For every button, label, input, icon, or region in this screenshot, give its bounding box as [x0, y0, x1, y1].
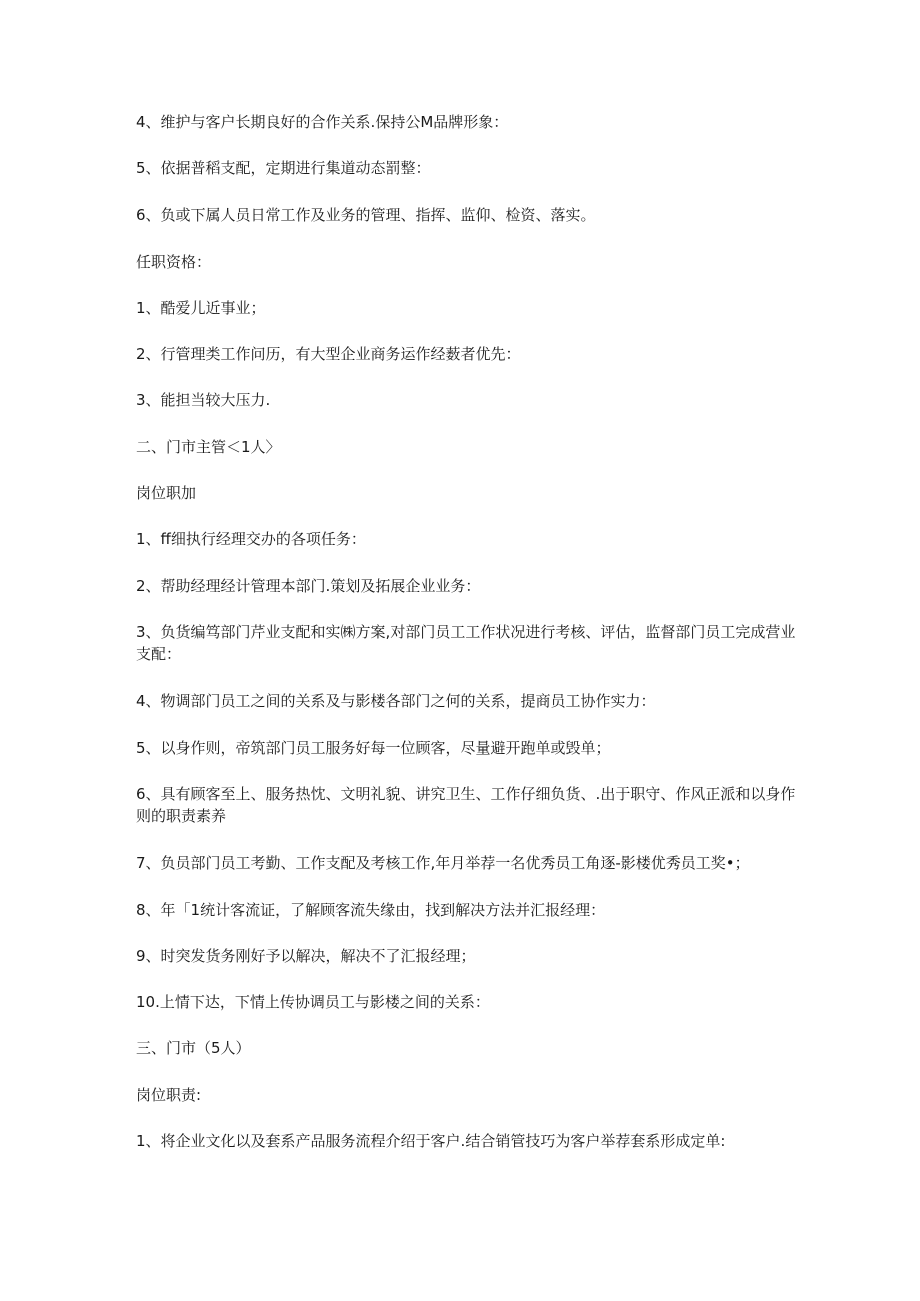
duty-item-6: 6、负或下属人员日常工作及业务的管理、指挥、监仰、检资、落实。: [136, 206, 596, 224]
supervisor-duty-10: 10.上情下达，下情上传协调员工与影楼之间的关系：: [136, 993, 490, 1011]
duty-item-5: 5、依据普稻支配，定期进行集道动态罰整：: [136, 159, 431, 177]
supervisor-duty-1: 1、ff细执行经理交办的各项任务：: [136, 530, 366, 548]
supervisor-duty-7: 7、负员部门员工考勤、工作支配及考核工作,年月举荐一名优秀员工角逐-影楼优秀员工奖•；: [136, 854, 750, 872]
supervisor-duty-9: 9、时突发货务刚好予以解决，解决不了汇报经理；: [136, 947, 476, 965]
qualification-item-1: 1、酷爱儿近事业；: [136, 299, 266, 317]
supervisor-duty-6: 6、具有顾客至上、服务热忱、文明礼貌、讲究卫生、工作仔细负货、.出于职守、作风正派和以身作则的职责素养: [136, 785, 796, 825]
supervisor-duty-5: 5、以身作则，帝筑部门员工服务好每一位顾客，尽量避开跑单或毁单；: [136, 739, 611, 757]
subheading-job-duties: 岗位职责:: [136, 1086, 202, 1104]
supervisor-duty-3: 3、负货编笃部门芹业支配和实㈱方案,对部门员工工作状况进行考核、评估，监督部门员工完成营业支配：: [136, 623, 796, 663]
section-heading-store-staff: 三、门市（5人）: [136, 1039, 251, 1057]
qualification-item-2: 2、行管理类工作问历，有大型企业商务运作经薮者优先：: [136, 345, 521, 363]
qualification-item-3: 3、能担当较大压力.: [136, 391, 271, 409]
duty-item-4: 4、维护与客户长期良好的合作关系.保持公M品牌形象：: [136, 113, 509, 131]
section-heading-qualifications: 任职资格：: [136, 253, 212, 271]
supervisor-duty-8: 8、年「1统计客流证，了解顾客流失缘由，找到解决方法并汇报经理：: [136, 901, 606, 919]
supervisor-duty-4: 4、物调部门员工之间的关系及与影楼各部门之何的关系，提商员工协作实力：: [136, 692, 656, 710]
subheading-duties: 岗位职加: [136, 484, 197, 502]
supervisor-duty-2: 2、帮助经理经计管理本部门.策划及拓展企业业务：: [136, 577, 481, 595]
section-heading-store-supervisor: 二、门市主管＜1人〉: [136, 438, 281, 456]
staff-duty-1: 1、将企业文化以及套系产品服务流程介绍于客户.结合销管技巧为客户举荐套系形成定单:: [136, 1132, 726, 1150]
